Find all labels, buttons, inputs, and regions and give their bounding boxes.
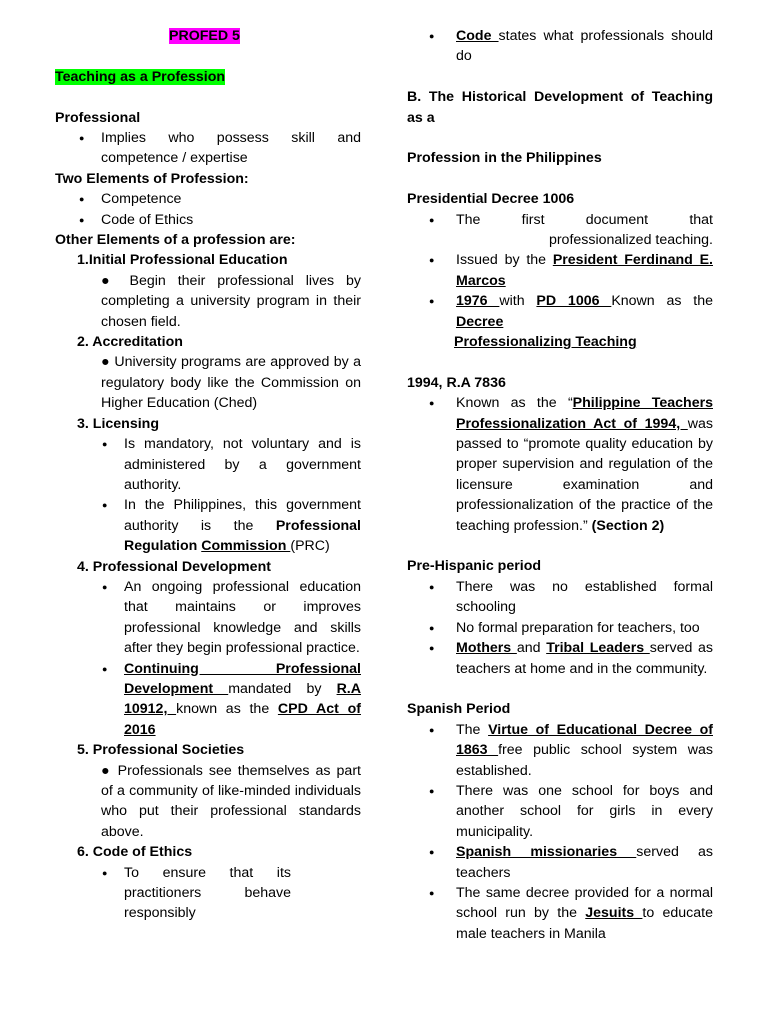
text-line: practitioners behave: [124, 885, 291, 902]
left-column: [55, 26, 361, 924]
text-run: with: [499, 293, 537, 310]
element-3-title: 3. Licensing: [77, 415, 159, 432]
text-line: responsibly: [124, 905, 196, 922]
text-run: Known as the “: [456, 395, 573, 412]
text-run: R.A 10912,: [124, 680, 361, 718]
text-run: President Ferdinand E. Marcos: [456, 252, 713, 289]
professional-heading: Professional: [55, 109, 141, 126]
text-run: CPD Act of 2016: [124, 701, 361, 738]
element-2-text: ● University programs are approved by a regulatory body like the Commission on Higher Education (Ched): [101, 354, 361, 412]
text-run: Professional Regulation: [124, 517, 361, 555]
element-1-text: ● Begin their professional lives by completing a university program in their chosen field.: [101, 272, 361, 330]
list-item: ● Code of Ethics: [55, 210, 361, 230]
element-6-title: 6. Code of Ethics: [77, 844, 193, 861]
text-run: known as the: [176, 701, 278, 718]
list-item: ● There was no established formal schooling: [407, 577, 713, 618]
list-item: [55, 495, 361, 556]
list-item: ● No formal preparation for teachers, too: [407, 618, 713, 638]
text-run: to educate male teachers in Manila: [456, 905, 713, 942]
section-b-heading-cont: Profession in the Philippines: [407, 150, 602, 167]
doc-title-line: [55, 26, 361, 46]
text-run: Code: [456, 28, 499, 44]
text-run: Philippine Teachers Professionalization Act of 1994,: [456, 395, 713, 432]
pd-title: Professionalizing Teaching: [454, 334, 637, 351]
text-run: (PRC): [290, 538, 330, 555]
spanish-heading: Spanish Period: [407, 701, 511, 718]
text-line: professionalized teaching.: [548, 232, 713, 249]
right-column: [407, 26, 713, 944]
list-item: [407, 638, 713, 679]
doc-title: PROFED 5: [169, 28, 240, 44]
text-run: In the Philippines, this government authority is the: [124, 497, 361, 534]
subtitle-line: [55, 67, 361, 87]
text-run: (Section 2): [591, 517, 665, 534]
prehispanic-heading: Pre-Hispanic period: [407, 558, 542, 575]
text-run: Tribal Leaders: [546, 640, 650, 657]
text-run: and: [516, 640, 547, 657]
ra-heading: 1994, R.A 7836: [407, 374, 506, 391]
text-run: Spanish missionaries: [456, 844, 637, 861]
list-item: [407, 250, 713, 291]
text-run: Decree: [456, 313, 504, 330]
text-run: Virtue of Educational Decree of 1863: [456, 721, 713, 759]
list-item: [407, 883, 713, 944]
list-item: ● Implies who possess skill and competence / expertise: [55, 128, 361, 169]
text-run: was passed to “promote quality education by proper supervision and regulation of the licensure examination and professionalization of the practice of the teaching profession.”: [456, 415, 713, 534]
list-item: ● Is mandatory, not voluntary and is administered by a government authority.: [55, 434, 361, 495]
list-item: ● Competence: [55, 189, 361, 209]
text-run: Known as the: [611, 293, 714, 310]
pd-heading: Presidential Decree 1006: [407, 191, 575, 208]
text-run: 1976: [456, 293, 500, 310]
text-run: Issued by the: [456, 252, 553, 269]
text-run: Continuing Professional Development: [124, 660, 361, 697]
text-run: free public school system was established.: [456, 742, 713, 779]
text-run: PD 1006: [536, 293, 612, 310]
other-elements-heading: Other Elements of a profession are:: [55, 232, 296, 249]
text-run: The: [456, 721, 489, 738]
list-item: ● There was one school for boys and another school for girls in every municipality.: [407, 781, 713, 842]
list-item: [407, 393, 713, 536]
text-run: Commission: [201, 538, 291, 555]
text-line: ● To ensure that its: [124, 864, 291, 881]
text-run: Mothers: [456, 640, 517, 657]
list-item: [55, 863, 291, 924]
text-run: served as teachers: [456, 844, 713, 881]
list-item: [407, 26, 713, 67]
section-b-heading: B. The Historical Development of Teaching as a: [407, 89, 713, 126]
element-1-title: 1.Initial Professional Education: [77, 252, 288, 269]
element-5-text: ● Professionals see themselves as part of a community of like-minded individuals who put their professional standards above.: [101, 762, 361, 840]
element-5-title: 5. Professional Societies: [77, 742, 245, 759]
text-run: The same decree provided for a normal school run by the: [456, 884, 713, 922]
element-4-title: 4. Professional Development: [77, 558, 271, 575]
list-item: [407, 720, 713, 781]
list-item: [407, 210, 713, 251]
text-run: states what professionals should do: [456, 28, 713, 65]
doc-subtitle: Teaching as a Profession: [55, 68, 226, 85]
list-item: ● An ongoing professional education that maintains or improves professional knowledge and skills after they begin professional practice.: [55, 577, 361, 659]
text-run: mandated by: [228, 680, 337, 697]
element-2-title: 2. Accreditation: [77, 334, 183, 351]
text-line: ● The first document that: [456, 211, 713, 228]
list-item: [407, 842, 713, 883]
text-run: Jesuits: [585, 905, 643, 922]
list-item: [407, 291, 713, 332]
text-run: served as teachers at home and in the community.: [456, 640, 713, 677]
list-item: [55, 659, 361, 741]
two-elements-heading: Two Elements of Profession:: [55, 170, 249, 187]
